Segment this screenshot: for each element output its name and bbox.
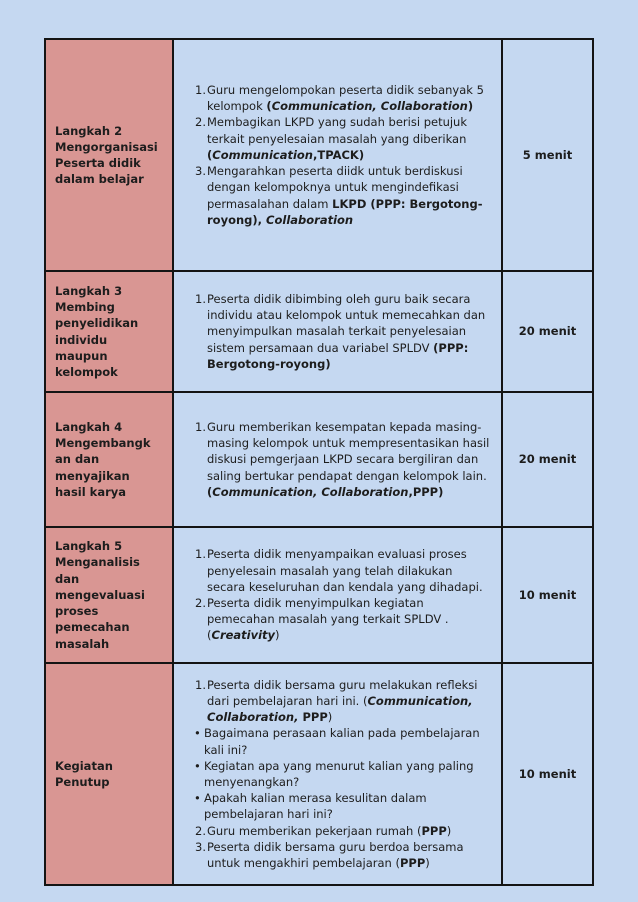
list-item: 1. Guru memberikan kesempatan kepada masing-masing kelompok untuk mempresentasikan hasil diskusi pemgerjaan LKPD secara bergiliran dan saling bertukar pendapat dengan kelompok lain. (Communication, Collaboration,PPP) (195, 419, 490, 499)
step-label: Langkah 5 (55, 539, 123, 554)
step-label: Penutup (55, 775, 110, 789)
table-row (45, 392, 593, 527)
table-row (45, 39, 593, 271)
step-label: Peserta didik (55, 156, 141, 170)
step-label: proses (55, 604, 99, 619)
table-row (45, 527, 593, 663)
bullet-item: • Kegiatan apa yang menurut kalian yang paling menyenangkan? (194, 758, 474, 789)
step-label: individu (55, 332, 108, 347)
step-label: mengevaluasi (55, 587, 145, 602)
step-label: Mengorganisasi (55, 139, 158, 154)
list-item: 3. Mengarahkan peserta diidk untuk berdiskusi dengan kelompoknya untuk mengindefikasi permasalahan dalam LKPD (PPP: Bergotong-royong), Collaboration (195, 164, 483, 227)
step-label: masalah (55, 636, 110, 651)
step-label: pemecahan (55, 620, 130, 635)
step-label: Membing (55, 300, 115, 315)
time-cell: 5 menit (502, 39, 593, 271)
activity-cell (173, 39, 502, 271)
list-item: 1. Peserta didik dibimbing oleh guru baik secara individu atau kelompok untuk memecahkan dan menyimpulkan masalah terkait penyelesaian sistem persamaan dua variabel SPLDV (PPP: Bergotong-royong) (195, 291, 486, 371)
step-label: Langkah 4 (55, 419, 123, 434)
list-item: 2. Guru memberikan pekerjaan rumah (PPP) (195, 823, 452, 838)
step-label: Langkah 3 (55, 283, 123, 298)
step-label: Menganalisis (55, 555, 140, 570)
step-label: menyajikan (55, 468, 130, 483)
activity-cell (173, 663, 502, 885)
time-cell: 20 menit (502, 271, 593, 392)
list-item: 2. Membagikan LKPD yang sudah berisi petujuk terkait penyelesaian masalah yang diberikan (Communication,TPACK) (195, 115, 468, 162)
step-label: Langkah 2 (55, 123, 123, 138)
list-item: 1. Peserta didik menyampaikan evaluasi proses penyelesain masalah yang telah dilakukan secara keseluruhan dan kendala yang dihadapi. (195, 547, 483, 594)
activity-cell (173, 527, 502, 663)
activity-cell (173, 392, 502, 527)
step-cell (45, 527, 173, 663)
list-item: 1. Peserta didik bersama guru melakukan refleksi dari pembelajaran hari ini. (Communication, Collaboration, PPP) (195, 677, 478, 725)
step-label: penyelidikan (55, 316, 139, 331)
step-label: Kegiatan (55, 758, 113, 773)
list-item: 1. Guru mengelompokan peserta didik sebanyak 5 kelompok (Communication, Collaboration) (195, 83, 484, 114)
step-label: Mengembangk (55, 436, 151, 451)
step-cell (45, 39, 173, 271)
time-cell: 20 menit (502, 392, 593, 527)
list-item: 3. Peserta didik bersama guru berdoa bersama untuk mengakhiri pembelajaran (PPP) (195, 839, 464, 871)
step-cell (45, 271, 173, 392)
bullet-item: • Bagaimana perasaan kalian pada pembelajaran kali ini? (194, 726, 480, 757)
step-label: an dan (55, 452, 100, 467)
step-label: dan (55, 571, 80, 586)
activity-cell (173, 271, 502, 392)
step-label: kelompok (55, 364, 118, 379)
step-cell (45, 663, 173, 885)
step-label: dalam belajar (55, 172, 144, 187)
step-label: hasil karya (55, 484, 127, 499)
time-cell: 10 menit (502, 527, 593, 663)
step-cell (45, 392, 173, 527)
bullet-item: • Apakah kalian merasa kesulitan dalam pembelajaran hari ini? (194, 791, 427, 822)
list-item: 2. Peserta didik menyimpulkan kegiatan pemecahan masalah yang terkait SPLDV . (Creativity) (195, 596, 449, 643)
table-row (45, 663, 593, 885)
step-label: maupun (55, 348, 108, 363)
time-cell: 10 menit (502, 663, 593, 885)
table-row (45, 271, 593, 392)
learning-steps-table (44, 38, 594, 886)
